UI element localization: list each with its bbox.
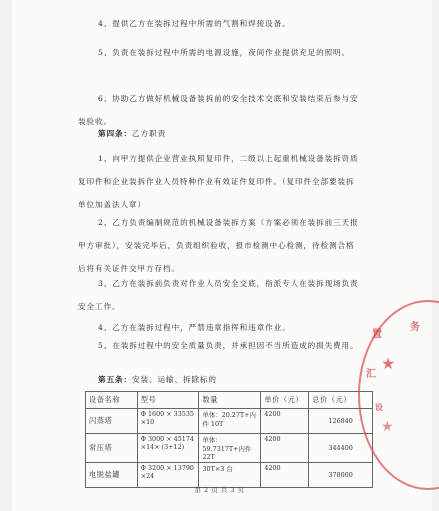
paragraph-party-a-5: 5、负责在装拆过程中所需的电源设施，夜间作业提供充足的照明。 (98, 48, 351, 57)
header-total-price: 总价（元） (309, 392, 373, 409)
header-model: 型号 (137, 392, 199, 409)
cell-model: Φ 3000 × 45174 ×14× (3+12) (137, 434, 199, 463)
section-5-number: 第五条： (98, 375, 132, 384)
cell-quantity: 单体：20.27T+内件 10T (199, 409, 261, 434)
seal-text: 置 (372, 329, 382, 340)
section-4-title: 乙方职责 (131, 129, 166, 138)
page-number: 第 2 页 共 3 页 (194, 486, 245, 494)
section-4-heading (98, 124, 166, 144)
section-4-number: 第四条： (98, 129, 132, 138)
cell-total-price: 344400 (309, 434, 373, 463)
paragraph-party-b-5: 5、在装拆过程中的安全质量负责，并承担因不当所造成的损失费用。 (98, 341, 359, 350)
section-5-heading (98, 370, 217, 390)
table-row (86, 409, 373, 434)
section-5-title: 安装、运输、拆除标的 (131, 375, 217, 384)
paragraph-party-b-2: 2、乙方负责编制规范的机械设备装拆方案（方案必须在装拆前三天报甲方审批），安装完毕后，负责组织验收，报市检测中心检测，待检测合格后将有关证件交甲方存档。 (78, 218, 359, 273)
table-row (86, 434, 373, 463)
seal-text: 设 (375, 403, 383, 412)
seal-star-icon: ★ (381, 354, 396, 373)
seal-text: 汇 (366, 369, 376, 380)
cell-quantity: 单体：59.7317T+内件 22T (199, 434, 261, 463)
cell-total-price: 378000 (309, 463, 373, 488)
cell-name: 闪蒸塔 (86, 409, 138, 434)
header-equipment-name: 设备名称 (86, 392, 138, 409)
cell-total-price: 126840 (309, 409, 373, 434)
cell-name: 电脱盐罐 (86, 463, 138, 488)
table-header-row (86, 392, 373, 409)
table-row (86, 463, 373, 488)
cell-model: Φ 1600 × 33535 ×10 (137, 409, 199, 434)
cell-model: Φ 3200 × 13790 ×24 (137, 463, 199, 488)
header-unit-price: 单价（元） (261, 392, 309, 409)
equipment-table (85, 391, 373, 488)
paragraph-party-b-3: 3、乙方在装拆前负责对作业人员安全交底，指派专人在装拆现场负责安全工作。 (78, 279, 359, 311)
seal-text: 务 (410, 322, 420, 333)
paragraph-party-b-4: 4、乙方在装拆过程中，严禁违章指挥和违章作业。 (98, 323, 291, 332)
paragraph-party-b-1: 1、向甲方提供企业营业执照复印件，二级以上起重机械设备装拆资质复印件和企业装拆作业人员特种作业有效证件复印件。（复印件全部要装拆单位加盖法人章） (78, 154, 359, 209)
seal-star-icon: ★ (381, 419, 394, 435)
cell-quantity: 30T×3 台 (199, 463, 261, 488)
paragraph-party-a-6: 6、协助乙方做好机械设备装拆前的安全技术交底和安装结束后参与安装验收。 (78, 94, 359, 126)
cell-unit-price: 4200 (261, 463, 309, 488)
cell-unit-price: 4200 (261, 409, 309, 434)
paragraph-party-a-4: 4、提供乙方在装拆过程中所需的气割和焊接设备。 (98, 19, 291, 28)
cell-unit-price: 4200 (261, 434, 309, 463)
cell-name: 常压塔 (86, 434, 138, 463)
header-quantity: 数量 (199, 392, 261, 409)
